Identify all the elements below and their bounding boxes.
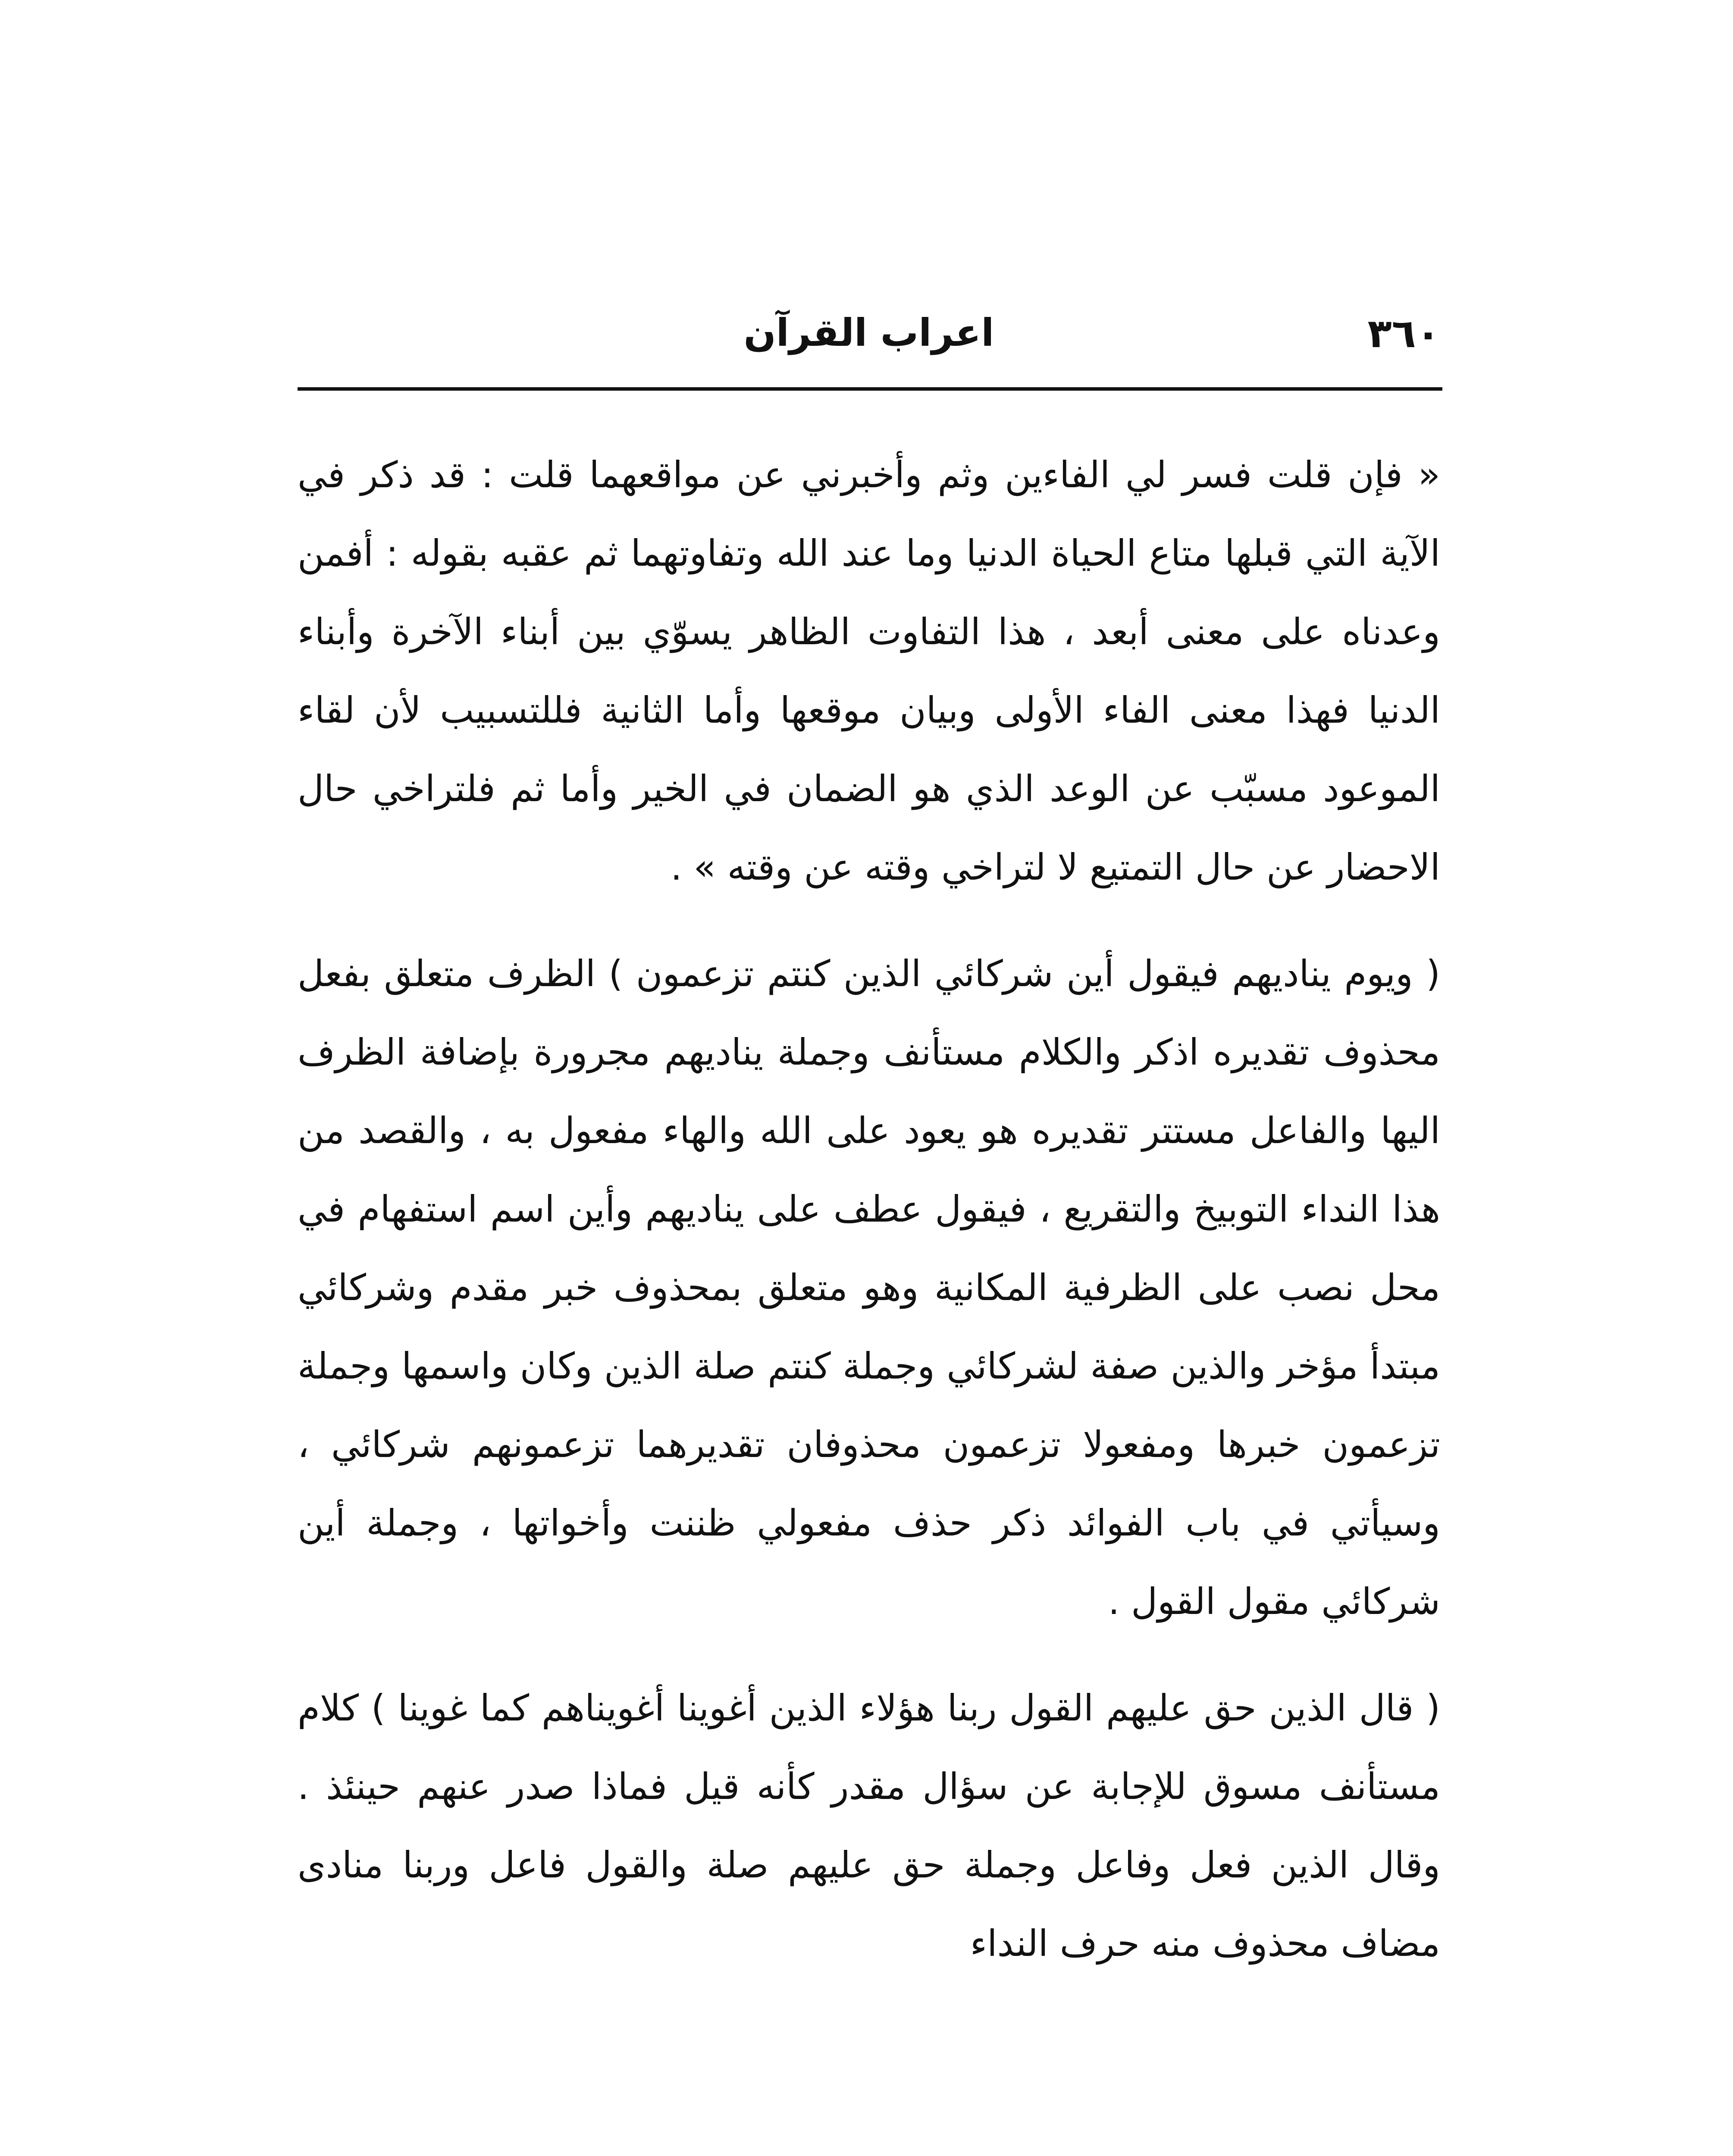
page-number: ٣٦٠	[1367, 310, 1440, 357]
page-body	[298, 436, 1440, 1983]
paragraph-verse-analysis-2: ( قال الذين حق عليهم القول ربنا هؤلاء الذين أغوينا أغويناهم كما غوينا ) كلام مستأنف مسوق للإجابة عن سؤال مقدر كأنه قيل فماذا صدر عنهم حينئذ . وقال الذين فعل وفاعل وجملة حق عليهم صلة والقول فاعل وربنا منادى مضاف محذوف منه حرف النداء	[298, 1687, 1440, 1965]
paragraph-quotation: « فإن قلت فسر لي الفاءين وثم وأخبرني عن مواقعهما قلت : قد ذكر في الآية التي قبلها متاع الحياة الدنيا وما عند الله وتفاوتهما ثم عقبه بقوله : أفمن وعدناه على معنى أبعد ، هذا التفاوت الظاهر يسوّي بين أبناء الآخرة وأبناء الدنيا فهذا معنى الفاء الأولى وبيان موقعها وأما الثانية فللتسبيب لأن لقاء الموعود مسبّب عن الوعد الذي هو الضمان في الخير وأما ثم فلتراخي حال الاحضار عن حال التمتيع لا لتراخي وقته عن وقته » .	[298, 454, 1440, 888]
running-title: اعراب القرآن	[743, 310, 994, 355]
header-divider	[298, 387, 1442, 391]
page-header	[298, 302, 1440, 375]
paragraph-verse-analysis-1: ( ويوم يناديهم فيقول أين شركائي الذين كنتم تزعمون ) الظرف متعلق بفعل محذوف تقديره اذكر والكلام مستأنف وجملة يناديهم مجرورة بإضافة الظرف اليها والفاعل مستتر تقديره هو يعود على الله والهاء مفعول به ، والقصد من هذا النداء التوبيخ والتقريع ، فيقول عطف على يناديهم وأين اسم استفهام في محل نصب على الظرفية المكانية وهو متعلق بمحذوف خبر مقدم وشركائي مبتدأ مؤخر والذين صفة لشركائي وجملة كنتم صلة الذين وكان واسمها وجملة تزعمون خبرها ومفعولا تزعمون محذوفان تقديرهما تزعمونهم شركائي ، وسيأتي في باب الفوائد ذكر حذف مفعولي ظننت وأخواتها ، وجملة أين شركائي مقول القول .	[298, 953, 1440, 1623]
